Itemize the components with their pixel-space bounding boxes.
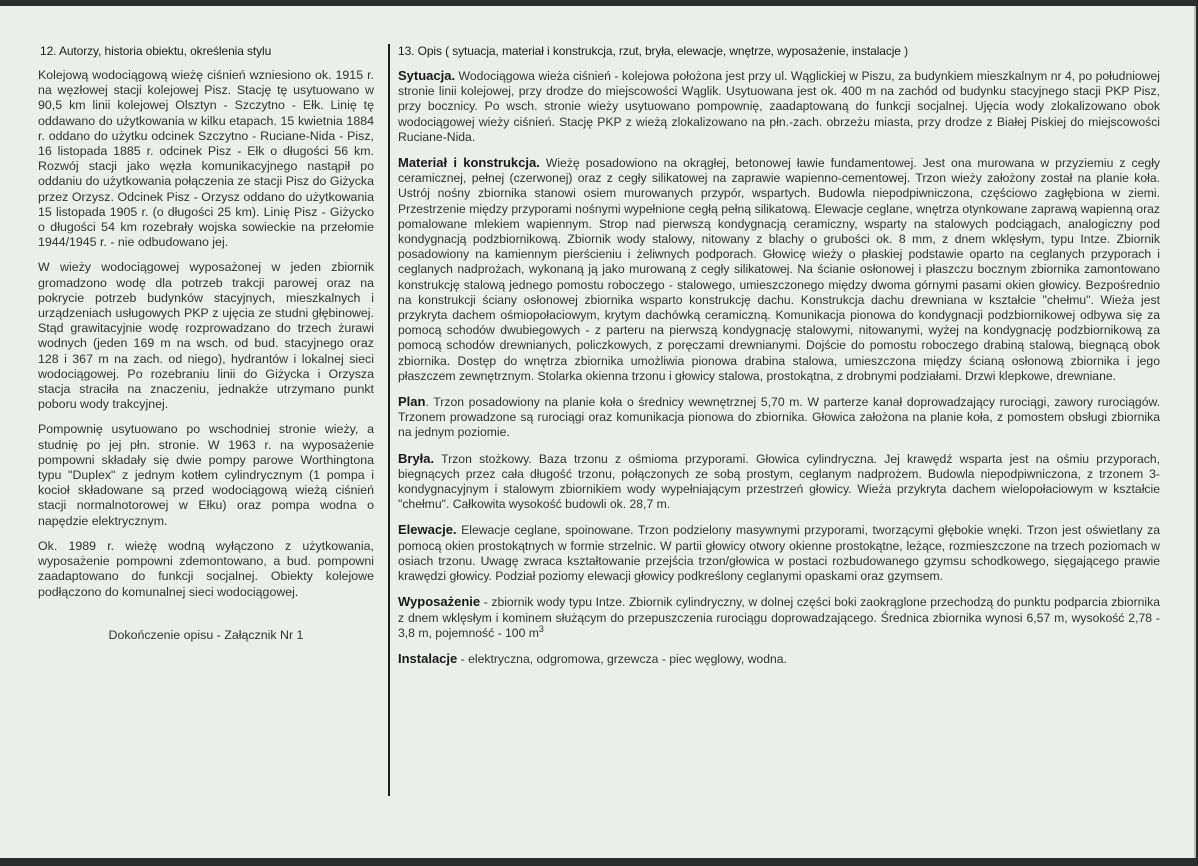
section-lead: Wyposażenie [398, 594, 481, 610]
description-column [398, 44, 1160, 677]
section-material-construction [398, 155, 1160, 384]
column-divider [388, 44, 390, 796]
document-page [0, 6, 1196, 858]
history-paragraph: Pompownię usytuowano po wschodniej stronie wieży, a studnię po jej płn. stronie. W 1963 r. na wyposażenie pompowni składały się dwie pompy parowe Worthingtona typu "Duplex" z jednym kotłem cylindrycznym (1 pompa i kocioł składowane są przed wodociągową wieżą ciśnień stacji normalnotorowej w Ełku) oraz pompa wodna o napędzie elektrycznym. [38, 422, 374, 528]
section-12-heading: 12. Autorzy, historia obiektu, określenia stylu [40, 44, 272, 58]
section-lead: Instalacje [398, 650, 458, 666]
section-lead: Materiał i konstrukcja. [398, 155, 540, 171]
section-text: - zbiornik wody typu Intze. Zbiornik cylindryczny, w dolnej części boki zaokrąglone przechodzą do punktu podparcia zbiornika z dnem wklęsłym i kominem służącym do przepuszczenia rurociągu doprowadzającego. Średnica zbiornika wynosi 6,57 m, wysokość 2,78 - 3,8 m, pojemność - 100 m [398, 595, 1160, 640]
section-lead: Plan [398, 394, 426, 410]
history-column [38, 44, 374, 642]
section-text: Elewacje ceglane, spoinowane. Trzon podzielony masywnymi przyporami, tworzącymi głębokie wnęki. Trzon jest oświetlany za pomocą okien prostokątnych w formie strzelnic. W partii głowicy otwory okienne prostokątne, leżące, rozmieszczone na trzech poziomach w osiach trzonu. Uwagę zwraca kształtowanie przejścia trzon/głowica w postaci rozbudowanego gzymsu schodkowego, sięgającego prawie krawędzi głowicy. Podział poziomy elewacji głowicy podkreślony ceglanymi opaskami oraz gzymsem. [398, 523, 1160, 584]
section-massing [398, 451, 1160, 513]
history-paragraph: Ok. 1989 r. wieżę wodną wyłączono z użytkowania, wyposażenie pompowni zdemontowano, a bud. pompowni zaadaptowano do funkcji socjalnej. Obiekty kolejowe podłączono do komunalnej sieci wodociągowej. [38, 538, 374, 599]
section-text: Wieżę posadowiono na okrągłej, betonowej ławie fundamentowej. Jest ona murowana w przyziemiu z cegły ceramicznej, pełnej (czerwonej) oraz z cegły silikatowej na zaprawie wapienno-cementowej. Trzon wieży założony został na planie koła. Ustrój nośny zbiornika stanowi osiem murowanych przypór, wspartych. Budowla niepodpiwniczona, częściowo zagłębiona w ziemi. Przestrzenie między przyporami nośnymi wypełnione cegłą pełną silikatową. Elewacje ceglane, wnętrza otynkowane zaprawą wapienną oraz pomalowane mlekiem wapiennym. Strop nad pierwszą kondygnacją ceramiczny, wsparty na stalowych podciągach, analogiczny pod kondygnacją podzbiornikową. Zbiornik wody stalowy, nitowany z blachy o grubości ok. 8 mm, z dnem wklęsłym, typu Intze. Zbiornik posadowiony na kamiennym pierścieniu i żeliwnych podporach. Głowicę wieży o płaskiej podstawie oparto na ceglanych przyporach i ceglanych nadprożach, wykonaną ją jako murowaną z cegły silikatowej. Na ścianie osłonowej i płaszczu bocznym zbiornika zamontowano konstrukcję stalową jednego pomostu roboczego - stalowego, umieszczonego między dwoma górnymi pasami okien głowicy. Bezpośrednio na konstrukcji ściany osłonowej zbiornika wsparto konstrukcję dachu. Konstrukcja dachu drewniana w kształcie "chełmu". Wieża jest przykryta dachem ośmiopołaciowym, krytym dachówką ceramiczną. Komunikacja pionowa do kondygnacji podzbiornikowej odbywa się za pomocą schodów dwubiegowych - z parteru na pierwszą kondygnację stalowymi, nitowanymi, wyżej na kondygnację podzbiornikową za pomocą schodów drewnianych, policzkowych, z poręczami drewnianymi. Dojście do pomostu roboczego drabiną stalową, biegnącą obok zbiornika. Dostęp do wnętrza zbiornika umożliwia pionowa drabina stalowa, umieszczona między ścianą osłonową zbiornika i jego płaszczem zewnętrznym. Stolarka okienna trzonu i głowicy stalowa, prostokątna, z drobnymi podziałami. Drzwi klepkowe, drewniane. [398, 156, 1160, 383]
continuation-note: Dokończenie opisu - Załącznik Nr 1 [108, 627, 304, 642]
section-equipment [398, 594, 1160, 641]
section-text: Trzon stożkowy. Baza trzonu z ośmioma przyporami. Głowica cylindryczna. Jej krawędź wsparta jest na ośmiu przyporach, biegnących przez cała długość trzonu, połączonych ze sobą prostym, ceglanym nadprożem. Budowla niepodpiwniczona, z trzonem 3-kondygnacyjnym i stalowym zbiornikiem wody wypełniającym przestrzeń głowicy. Wieża przykryta dachem wielopołaciowym w kształcie "chełmu". Całkowita wysokość budowli ok. 28,7 m. [398, 451, 1160, 512]
section-situation [398, 68, 1160, 145]
section-elevations [398, 522, 1160, 584]
history-paragraph: Kolejową wodociągową wieżę ciśnień wzniesiono ok. 1915 r. na węzłowej stacji kolejowej Pisz. Stację tę usytuowano w 90,5 km linii kolejowej Olsztyn - Szczytno - Ełk. Linię tę oddawano do użytkowania w kilku etapach. 15 kwietnia 1884 r. oddano do użytku odcinek Szczytno - Ruciane-Nida - Pisz, 16 listopada 1885 r. odcinek Pisz - Ełk o długości 56 km. Rozwój stacji jako węzła komunikacyjnego nastąpił po oddaniu do użytkowania połączenia ze stacji Pisz do Giżycka przez Orzysz. Odcinek Pisz - Orzysz oddano do użytkowania 15 listopada 1905 r. (o długości 25 km). Linię Pisz - Giżycko o długości 54 km rozebrały wojska sowieckie na przełomie 1944/1945 r. - nie odbudowano jej. [38, 68, 374, 250]
section-lead: Sytuacja. [398, 68, 456, 83]
section-text: Wodociągowa wieża ciśnień - kolejowa położona jest przy ul. Wąglickiej w Piszu, za budynkiem mieszkalnym nr 4, po południowej stronie linii kolejowej, przy drodze do miejscowości Wąglik. Usytuowana jest ok. 400 m na zachód od budynku stacyjnego stacji PKP Pisz, przy bocznicy. Po wsch. stronie wieży usytuowano pompownię, zaadaptowaną do funkcji socjalnej. Ujęcia wody zlokalizowano obok wodociągowej wieży ciśnień. Stację PKP z wieżą zlokalizowano na płn.-zach. obrzeżu miasta, przy drodze z Białej Piskiej do miejscowości Ruciane-Nida. [398, 69, 1160, 144]
section-text: - elektryczna, odgromowa, grzewcza - piec węglowy, wodna. [457, 651, 787, 666]
section-text: . Trzon posadowiony na planie koła o średnicy wewnętrznej 5,70 m. W parterze kanał doprowadzający rurociągi, zawory rurociągów. Trzonem prowadzone są rurociągi oraz komunikacja pionowa do zbiornika. Głowica założona na planie koła, z pomostem obsługi zbiornika na jednym poziomie. [398, 395, 1160, 440]
section-lead: Elewacje. [398, 522, 457, 538]
section-13-heading: 13. Opis ( sytuacja, materiał i konstrukcja, rzut, bryła, elewacje, wnętrze, wyposażenie, instalacje ) [398, 44, 909, 58]
section-plan [398, 394, 1160, 441]
section-installations [398, 651, 1160, 667]
section-lead: Bryła. [398, 450, 435, 466]
cubic-superscript: 3 [538, 623, 544, 634]
history-paragraph: W wieży wodociągowej wyposażonej w jeden zbiornik gromadzono wodę dla potrzeb trakcji parowej oraz na pokrycie potrzeb budynków stacyjnych, mieszkalnych i urządzeniach usługowych PKP z ujęcia ze studni głębinowej. Stąd grawitacyjnie wodę rozprowadzano do trzech żurawi wodnych (jeden 169 m na wsch. od bud. stacyjnego oraz 128 i 367 m na zach. od niego), hydrantów i lokalnej sieci wodociągowej. Po rozebraniu linii do Giżycka i Orzysza stacja straciła na znaczeniu, jednakże utrzymano punkt poboru wody trakcyjnej. [38, 260, 374, 412]
